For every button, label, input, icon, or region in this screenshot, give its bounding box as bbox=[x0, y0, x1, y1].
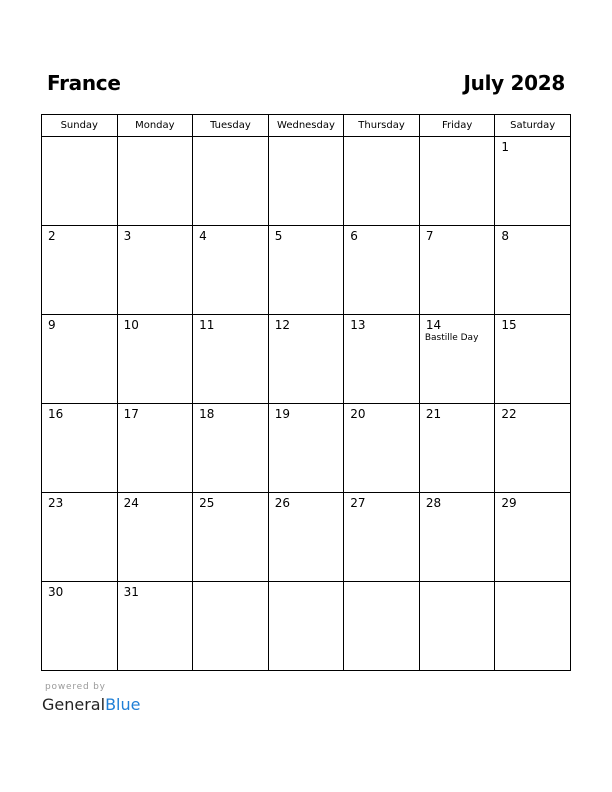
day-cell bbox=[344, 137, 420, 226]
day-cell bbox=[419, 315, 495, 404]
country-title: France bbox=[47, 71, 121, 95]
day-cell bbox=[193, 582, 269, 671]
day-cell bbox=[419, 404, 495, 493]
day-cell bbox=[344, 493, 420, 582]
week-row bbox=[42, 493, 571, 582]
footer-branding bbox=[42, 682, 140, 715]
day-cell bbox=[495, 137, 571, 226]
week-row bbox=[42, 404, 571, 493]
day-cell bbox=[117, 582, 193, 671]
day-cell bbox=[117, 226, 193, 315]
day-number: 6 bbox=[350, 229, 358, 243]
day-cell bbox=[268, 404, 344, 493]
calendar-grid bbox=[41, 114, 571, 671]
day-cell bbox=[42, 137, 118, 226]
day-number: 4 bbox=[199, 229, 207, 243]
day-cell bbox=[42, 404, 118, 493]
weekday-friday: Friday bbox=[419, 115, 495, 137]
day-number: 10 bbox=[123, 318, 139, 332]
day-cell bbox=[42, 582, 118, 671]
day-cell bbox=[193, 404, 269, 493]
day-cell bbox=[117, 493, 193, 582]
day-number: 11 bbox=[199, 318, 215, 332]
day-number: 24 bbox=[123, 496, 139, 510]
powered-by-text: powered by bbox=[45, 682, 106, 692]
day-number: 31 bbox=[123, 585, 139, 599]
week-row bbox=[42, 137, 571, 226]
day-number: 23 bbox=[48, 496, 64, 510]
weekday-monday: Monday bbox=[117, 115, 193, 137]
brand-blue: Blue bbox=[105, 695, 141, 714]
day-number: 1 bbox=[501, 140, 510, 154]
day-number: 27 bbox=[350, 496, 366, 510]
day-number: 5 bbox=[274, 229, 283, 243]
day-cell bbox=[42, 226, 118, 315]
day-cell bbox=[268, 493, 344, 582]
day-cell bbox=[268, 226, 344, 315]
day-number: 20 bbox=[350, 407, 366, 421]
brand-general: General bbox=[42, 695, 106, 714]
day-cell bbox=[193, 137, 269, 226]
day-number: 17 bbox=[123, 407, 139, 421]
day-number: 14 bbox=[425, 318, 442, 332]
day-cell bbox=[495, 226, 571, 315]
day-cell bbox=[117, 315, 193, 404]
day-number: 7 bbox=[425, 229, 434, 243]
week-row bbox=[42, 582, 571, 671]
month-year-title: July 2028 bbox=[463, 71, 565, 95]
weekday-thursday: Thursday bbox=[344, 115, 420, 137]
day-cell bbox=[42, 493, 118, 582]
day-cell bbox=[117, 404, 193, 493]
holiday-label: Bastille Day bbox=[424, 333, 479, 343]
weekday-wednesday: Wednesday bbox=[268, 115, 344, 137]
day-cell bbox=[344, 315, 420, 404]
day-cell bbox=[495, 404, 571, 493]
weekday-header-row bbox=[42, 115, 571, 137]
weekday-saturday: Saturday bbox=[495, 115, 571, 137]
day-cell bbox=[268, 137, 344, 226]
day-number: 26 bbox=[274, 496, 290, 510]
day-cell bbox=[268, 315, 344, 404]
day-number: 9 bbox=[48, 318, 56, 332]
day-cell bbox=[193, 493, 269, 582]
day-number: 16 bbox=[48, 407, 64, 421]
day-number: 2 bbox=[48, 229, 56, 243]
day-cell bbox=[419, 493, 495, 582]
day-cell bbox=[419, 137, 495, 226]
day-cell bbox=[117, 137, 193, 226]
day-cell bbox=[344, 582, 420, 671]
brand-logo bbox=[42, 695, 140, 715]
weekday-sunday: Sunday bbox=[42, 115, 118, 137]
day-number: 29 bbox=[501, 496, 517, 510]
day-cell bbox=[268, 582, 344, 671]
day-number: 28 bbox=[425, 496, 442, 510]
day-cell bbox=[419, 226, 495, 315]
day-cell bbox=[495, 315, 571, 404]
day-cell bbox=[42, 315, 118, 404]
day-number: 8 bbox=[501, 229, 510, 243]
day-number: 18 bbox=[199, 407, 215, 421]
day-cell bbox=[344, 226, 420, 315]
week-row bbox=[42, 226, 571, 315]
day-number: 25 bbox=[199, 496, 215, 510]
day-number: 3 bbox=[123, 229, 132, 243]
day-number: 19 bbox=[274, 407, 290, 421]
day-cell bbox=[344, 404, 420, 493]
day-number: 30 bbox=[48, 585, 64, 599]
week-row bbox=[42, 315, 571, 404]
day-cell bbox=[193, 315, 269, 404]
day-number: 15 bbox=[501, 318, 517, 332]
day-number: 12 bbox=[274, 318, 290, 332]
day-cell bbox=[495, 493, 571, 582]
day-number: 13 bbox=[350, 318, 366, 332]
day-cell bbox=[495, 582, 571, 671]
day-number: 21 bbox=[425, 407, 442, 421]
day-cell bbox=[419, 582, 495, 671]
weekday-tuesday: Tuesday bbox=[193, 115, 269, 137]
day-number: 22 bbox=[501, 407, 517, 421]
day-cell bbox=[193, 226, 269, 315]
